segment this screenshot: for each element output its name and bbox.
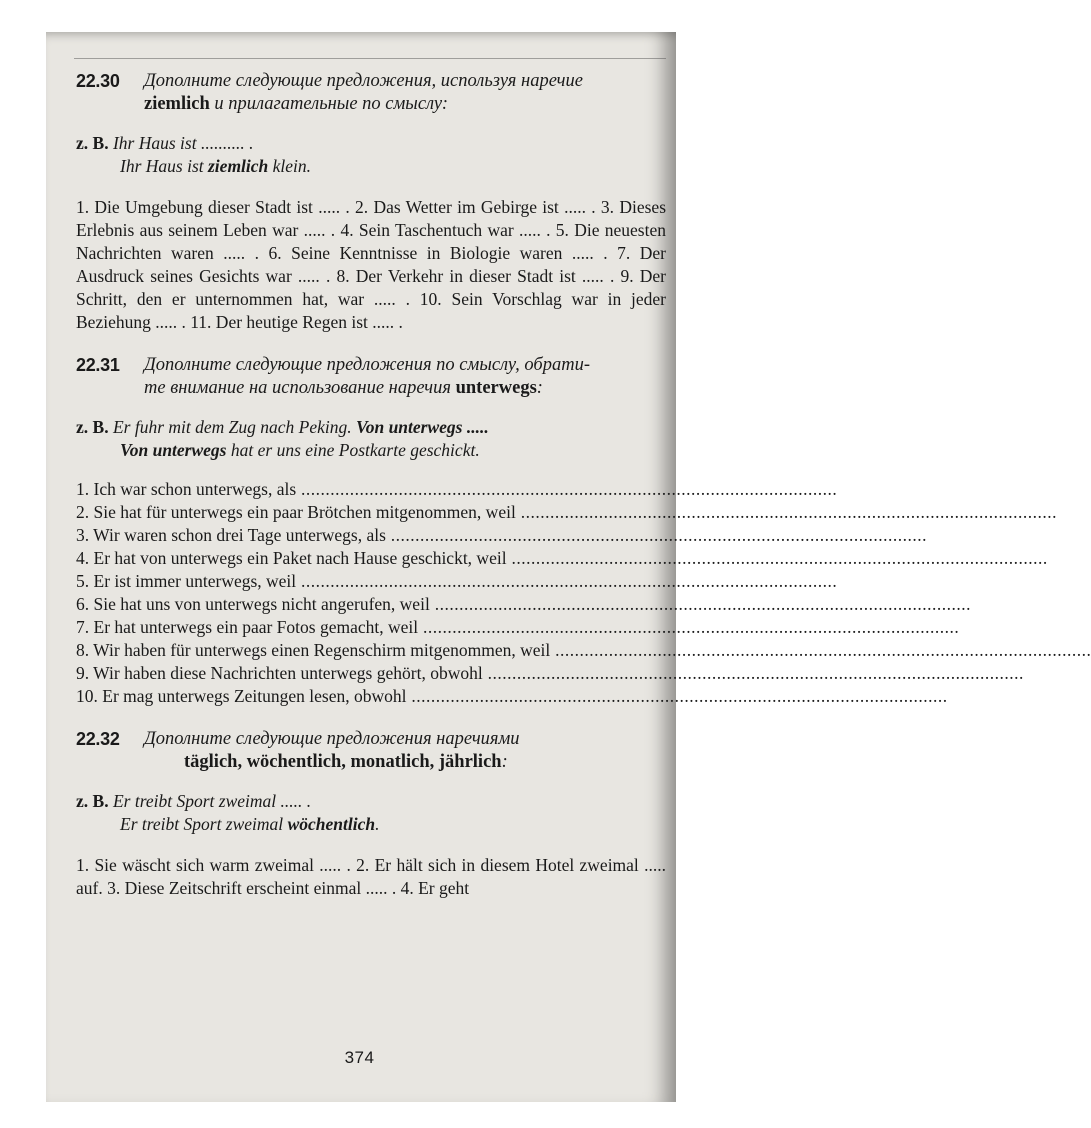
list-item-text: 5. Er ist immer unterwegs, weil bbox=[76, 571, 297, 591]
instruction-keyword: täglich, wöchentlich, monatlich, jährlich bbox=[184, 752, 502, 772]
example-answer bbox=[76, 439, 666, 462]
example-question-keyword: Von unterwegs ..... bbox=[355, 417, 489, 437]
list-item bbox=[76, 685, 948, 708]
example-answer-pre: Ihr Haus ist bbox=[120, 156, 208, 176]
example-label: z. B. bbox=[76, 133, 109, 153]
list-item bbox=[76, 593, 971, 616]
exercise-number: 22.30 bbox=[76, 71, 120, 91]
fill-in-dots: .............................................................................................................. bbox=[550, 640, 1091, 660]
list-item bbox=[76, 478, 838, 501]
header-rule bbox=[74, 58, 666, 59]
fill-in-dots: .............................................................................................................. bbox=[296, 571, 838, 591]
example-block bbox=[76, 790, 666, 836]
list-item-text: 10. Er mag unterwegs Zeitungen lesen, obwohl bbox=[76, 686, 407, 706]
example-block bbox=[76, 416, 666, 462]
exercise-list bbox=[76, 478, 1091, 708]
list-item bbox=[76, 547, 1048, 570]
exercise-number: 22.32 bbox=[76, 729, 120, 749]
list-item-text: 3. Wir waren schon drei Tage unterwegs, als bbox=[76, 525, 386, 545]
list-item-text: 4. Er hat von unterwegs ein Paket nach Hause geschickt, weil bbox=[76, 548, 507, 568]
example-label: z. B. bbox=[76, 791, 109, 811]
example-answer-keyword: Von unterwegs bbox=[120, 440, 227, 460]
page-content bbox=[76, 70, 1091, 900]
exercise-heading bbox=[76, 728, 666, 774]
instruction-end: : bbox=[501, 752, 508, 772]
example-question: Ihr Haus ist .......... . bbox=[112, 133, 254, 153]
fill-in-dots: .............................................................................................................. bbox=[429, 594, 971, 614]
example-answer-post: klein. bbox=[268, 156, 312, 176]
example-answer-post: hat er uns eine Postkarte geschickt. bbox=[226, 440, 480, 460]
fill-in-dots: .............................................................................................................. bbox=[406, 686, 948, 706]
example-answer-pre: Er treibt Sport zweimal bbox=[120, 814, 288, 834]
list-item bbox=[76, 524, 928, 547]
list-item bbox=[76, 616, 960, 639]
fill-in-dots: .............................................................................................................. bbox=[418, 617, 960, 637]
list-item-text: 9. Wir haben diese Nachrichten unterwegs gehört, obwohl bbox=[76, 663, 483, 683]
example-answer bbox=[76, 813, 666, 836]
example-question: Er treibt Sport zweimal ..... . bbox=[112, 791, 312, 811]
instruction-text: Дополните следующие предложения наречиями bbox=[144, 729, 520, 749]
example-label: z. B. bbox=[76, 417, 109, 437]
fill-in-dots: .............................................................................................................. bbox=[515, 502, 1057, 522]
fill-in-dots: .............................................................................................................. bbox=[482, 663, 1024, 683]
exercise-paragraph: 1. Sie wäscht sich warm zweimal ..... . 2. Er hält sich in diesem Hotel zweimal ..... auf. 3. Diese Zeitschrift erscheint einmal ..... . 4. Er geht bbox=[76, 855, 666, 898]
fill-in-dots: .............................................................................................................. bbox=[385, 525, 928, 545]
page-number: 374 bbox=[344, 1048, 375, 1067]
exercise-22-31 bbox=[76, 354, 1091, 708]
exercise-paragraph: 1. Die Umgebung dieser Stadt ist ..... . 2. Das Wetter im Gebirge ist ..... . 3. Dieses Erlebnis aus seinem Leben war ..... . 4. Sein Taschentuch war ..... . 5. Die neuesten Nachrichten waren ..... . 6. Seine Kenntnisse in Biologie waren ..... . 7. Der Ausdruck seines Gesichts war ..... . 8. Der Verkehr in dieser Stadt ist ..... . 9. Der Schritt, den er unternommen hat, war ..... . 10. Sein Vorschlag war in jeder Beziehung ..... . 11. Der heutige Regen ist ..... . bbox=[76, 197, 666, 332]
exercise-instruction bbox=[144, 728, 666, 774]
instruction-end: : bbox=[536, 378, 543, 398]
fill-in-dots: .............................................................................................................. bbox=[296, 479, 838, 499]
instruction-keyword: unterwegs bbox=[455, 378, 537, 398]
list-item bbox=[76, 570, 838, 593]
exercise-heading bbox=[76, 70, 666, 116]
fill-in-dots: .............................................................................................................. bbox=[506, 548, 1048, 568]
list-item bbox=[76, 501, 1057, 524]
instruction-text: Дополните следующие предложения, используя наречие bbox=[144, 71, 583, 91]
instruction-text-end: и прилагательные по смыслу: bbox=[214, 94, 448, 114]
instruction-text-2: те внимание на использование наречия bbox=[144, 378, 451, 398]
instruction-keyword: ziemlich bbox=[144, 94, 210, 114]
list-item-text: 7. Er hat unterwegs ein paar Fotos gemacht, weil bbox=[76, 617, 419, 637]
example-block bbox=[76, 132, 666, 178]
exercise-22-32 bbox=[76, 728, 666, 900]
list-item-text: 1. Ich war schon unterwegs, als bbox=[76, 479, 297, 499]
example-question: Er fuhr mit dem Zug nach Peking. bbox=[112, 417, 356, 437]
list-item bbox=[76, 662, 1024, 685]
list-item-text: 8. Wir haben für unterwegs einen Regenschirm mitgenommen, weil bbox=[76, 640, 551, 660]
example-answer-keyword: wöchentlich bbox=[287, 814, 376, 834]
exercise-22-30 bbox=[76, 70, 666, 334]
exercise-heading bbox=[76, 354, 666, 400]
list-item-text: 2. Sie hat für unterwegs ein paar Brötchen mitgenommen, weil bbox=[76, 502, 516, 522]
instruction-text: Дополните следующие предложения по смыслу, обрати- bbox=[144, 355, 591, 375]
exercise-instruction bbox=[144, 70, 666, 116]
list-item bbox=[76, 639, 1091, 662]
exercise-number: 22.31 bbox=[76, 355, 120, 375]
example-answer-post: . bbox=[375, 814, 380, 834]
exercise-instruction bbox=[144, 354, 666, 400]
list-item-text: 6. Sie hat uns von unterwegs nicht angerufen, weil bbox=[76, 594, 430, 614]
example-answer-keyword: ziemlich bbox=[208, 156, 269, 176]
example-answer bbox=[76, 155, 666, 178]
